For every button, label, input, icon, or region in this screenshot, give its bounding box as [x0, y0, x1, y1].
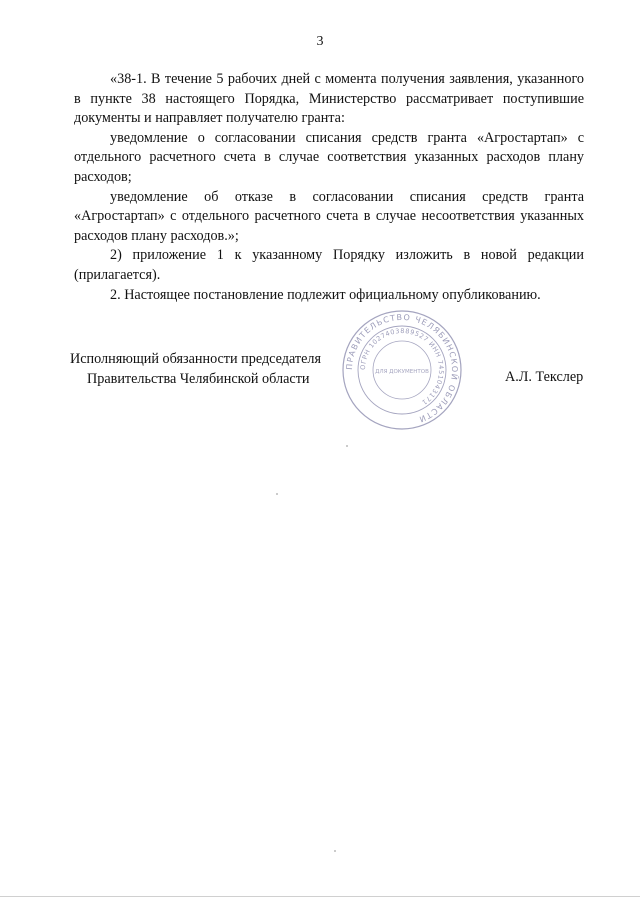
paragraph-38-1: «38-1. В течение 5 рабочих дней с момента получения заявления, указанного в пункте 38 настоящего Порядка, Министерство рассматривает поступившие документы и направляет получателю гранта:	[74, 71, 584, 127]
position-line-2: Правительства Челябинской области	[87, 370, 310, 387]
signatory-name: А.Л. Текслер	[505, 369, 584, 385]
scan-speck	[334, 850, 336, 852]
scan-speck	[346, 445, 348, 447]
page-bottom-edge	[0, 896, 640, 897]
paragraph-appendix-1: 2) приложение 1 к указанному Порядку изложить в новой редакции (прилагается).	[74, 247, 584, 283]
signatory-position	[70, 350, 321, 389]
paragraph-refusal-notice: уведомление об отказе в согласовании списания средств гранта «Агростартап» с отдельного расчетного счета в случае несоответствия указанных расходов плану расходов.»;	[74, 188, 584, 244]
position-line-1: Исполняющий обязанности председателя	[70, 351, 321, 367]
page-number: 3	[316, 34, 324, 49]
paragraph-publication: 2. Настоящее постановление подлежит официальному опубликованию.	[110, 286, 541, 303]
document-body	[74, 70, 584, 305]
seal-outer-text: ПРАВИТЕЛЬСТВО ЧЕЛЯБИНСКОЙ ОБЛАСТИ	[344, 312, 460, 425]
scan-speck	[276, 493, 278, 495]
svg-text:ОГРН 1027403889527 ИНН 7451043	[359, 327, 445, 407]
paragraph-approval-notice: уведомление о согласовании списания средств гранта «Агростартап» с отдельного расчетного счета в случае соответствия указанных расходов плану расходов;	[74, 129, 584, 185]
seal-inner-text: ОГРН 1027403889527 ИНН 7451043171	[358, 326, 446, 407]
official-seal	[340, 308, 464, 432]
seal-center-text: ДЛЯ ДОКУМЕНТОВ	[375, 369, 429, 375]
